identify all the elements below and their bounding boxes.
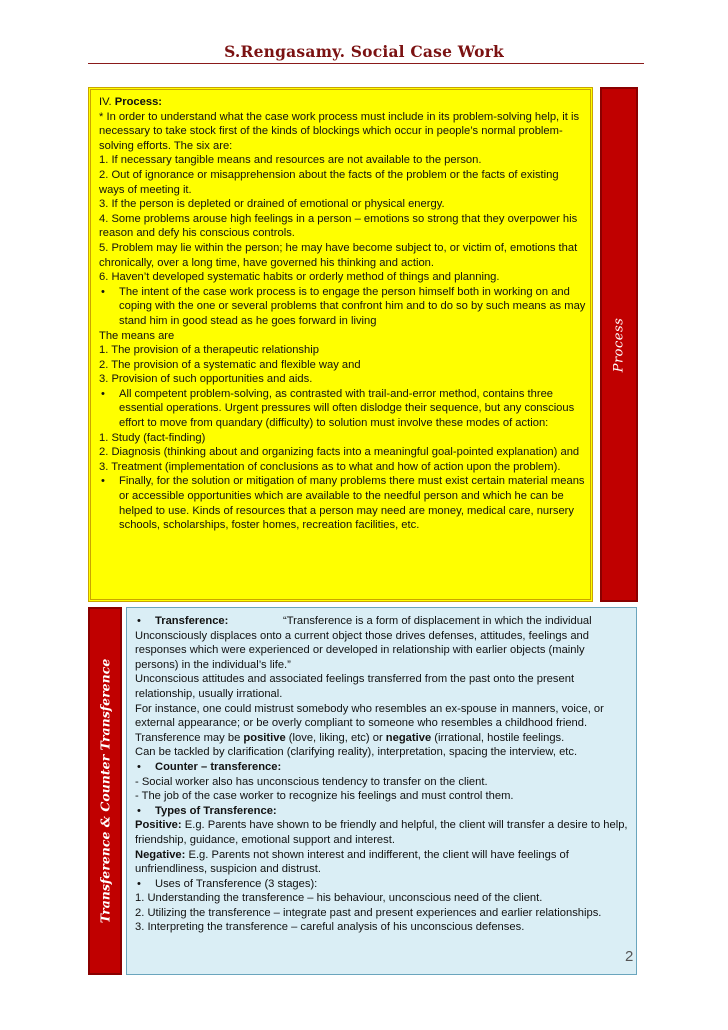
negative-text: E.g. Parents not shown interest and indifferent, the client will have feelings of unfriendliness, suspicion and distrust. [135, 848, 569, 876]
transference-definition: “Transference is a form of displacement in which the individual Unconsciously displaces onto a current object those drives defenses, attitudes, feelings and responses which were experienced or developed in relationship with earlier objects (mainly persons) in the individual’s life.” [135, 615, 592, 671]
bullet-text: The intent of the case work process is to engage the person himself both in working on and coping with the one or several problems that confront him and to do so by such means as may stand him in good stead as he goes forward in living [119, 285, 586, 327]
positive-text: E.g. Parents have shown to be friendly and helpful, the client will transfer a desire to help, friendship, guidance, emotional support and interest. [135, 819, 628, 846]
bullet-item [135, 804, 630, 819]
blocking-item: 4. Some problems arouse high feelings in a person – emotions so strong that they overpower his reason and defy his conscious controls. [99, 212, 578, 240]
transference-para [135, 702, 630, 746]
counter-transference-label: Counter – transference: [155, 760, 282, 773]
transference-para: Unconscious attitudes and associated feelings transferred from the past onto the present relationship, usually irrational. [135, 673, 575, 700]
bullet-icon: • [137, 804, 141, 817]
bullet-text [155, 614, 228, 629]
transference-box [126, 607, 637, 975]
bullet-icon: • [137, 615, 141, 627]
bullet-text: All competent problem-solving, as contrasted with trail-and-error method, contains three essential operations. Urgent pressures will often dislodge their sequence, but any conscious effort to move from quandary (difficulty) to solution must involve these modes of action: [119, 387, 575, 430]
positive-term: positive [243, 731, 286, 744]
process-heading [99, 95, 586, 110]
negative-type [135, 848, 630, 877]
page-number: 2 [625, 948, 634, 965]
uses-item: 3. Interpreting the transference – careful analysis of his unconscious defenses. [135, 921, 525, 934]
positive-type [135, 818, 630, 847]
heading-number: IV. [99, 96, 112, 108]
transference-text: (love, liking, etc) or [285, 731, 386, 744]
bullet-icon: • [101, 475, 105, 488]
means-item: 2. The provision of a systematic and flexible way and [99, 358, 361, 371]
means-heading: The means are [99, 329, 175, 342]
process-content [99, 95, 586, 533]
counter-transference-line: - Social worker also has unconscious tendency to transfer on the client. [135, 775, 488, 788]
negative-term: negative [385, 731, 432, 744]
bullet-icon: • [137, 760, 141, 773]
uses-item: 2. Utilizing the transference – integrate past and present experiences and earlier relationships. [135, 906, 602, 919]
transference-text: For instance, one could mistrust somebody who resembles an ex-spouse in manners, voice, or external appearance; or be overly compliant to someone who resembles a childhood friend. Transference may be [135, 702, 604, 744]
bullet-item [135, 760, 630, 775]
header-rule [88, 63, 644, 64]
transference-side-label: Transference & Counter Transference [97, 658, 113, 924]
bullet-item [99, 285, 586, 329]
blocking-item: 6. Haven’t developed systematic habits or orderly method of things and planning. [99, 271, 500, 284]
operation-item: 2. Diagnosis (thinking about and organizing facts into a meaningful goal-pointed explanation) and [99, 446, 580, 459]
means-item: 1. The provision of a therapeutic relationship [99, 344, 319, 357]
blocking-item: 3. If the person is depleted or drained of emotional or physical energy. [99, 198, 445, 211]
process-side-label: Process [611, 317, 627, 372]
bullet-icon: • [101, 285, 105, 298]
transference-text: (irrational, hostile feelings. [431, 731, 565, 744]
process-box [88, 87, 593, 602]
bullet-icon: • [101, 387, 105, 400]
bullet-item [99, 474, 586, 532]
blocking-item: 2. Out of ignorance or misapprehension about the facts of the problem or the facts of existing ways of meeting it. [99, 168, 559, 196]
counter-transference-line: - The job of the case worker to recognize his feelings and must control them. [135, 790, 514, 803]
types-label: Types of Transference: [155, 804, 277, 817]
transference-para: Can be tackled by clarification (clarifying reality), interpretation, spacing the interview, etc. [135, 746, 578, 759]
uses-label: Uses of Transference (3 stages): [155, 877, 318, 890]
negative-label: Negative: [135, 848, 186, 861]
bullet-item [135, 877, 630, 892]
transference-label: Transference: [155, 615, 229, 627]
blocking-item: 5. Problem may lie within the person; he may have become subject to, or victim of, emotions that chronically, over a long time, have governed his thinking and action. [99, 241, 578, 269]
positive-label: Positive: [135, 819, 182, 832]
blocking-item: 1. If necessary tangible means and resources are not available to the person. [99, 154, 482, 167]
process-side-tab [600, 87, 638, 602]
heading-label: Process: [114, 96, 163, 108]
bullet-icon: • [137, 877, 141, 890]
bullet-text: Finally, for the solution or mitigation of many problems there must exist certain material means or accessible opportunities which are available to the needful person and which he can be helped to use. Kinds of resources that a person may need are money, medical care, nursery schools, scholarships, foster homes, recreation facilities, etc. [119, 475, 585, 532]
page-header-title: S.Rengasamy. Social Case Work [224, 42, 504, 61]
uses-item: 1. Understanding the transference – his behaviour, unconscious need of the client. [135, 892, 543, 905]
transference-content [135, 614, 630, 935]
operation-item: 3. Treatment (implementation of conclusions as to what and how of action upon the problem). [99, 460, 561, 473]
transference-side-tab [88, 607, 122, 975]
process-intro: * In order to understand what the case work process must include in its problem-solving help, it is necessary to take stock first of the kinds of blockings which occur in people’s normal problem-solving efforts. The six are: [99, 110, 580, 152]
bullet-item [99, 387, 586, 431]
means-item: 3. Provision of such opportunities and aids. [99, 373, 313, 386]
operation-item: 1. Study (fact-finding) [99, 431, 206, 444]
